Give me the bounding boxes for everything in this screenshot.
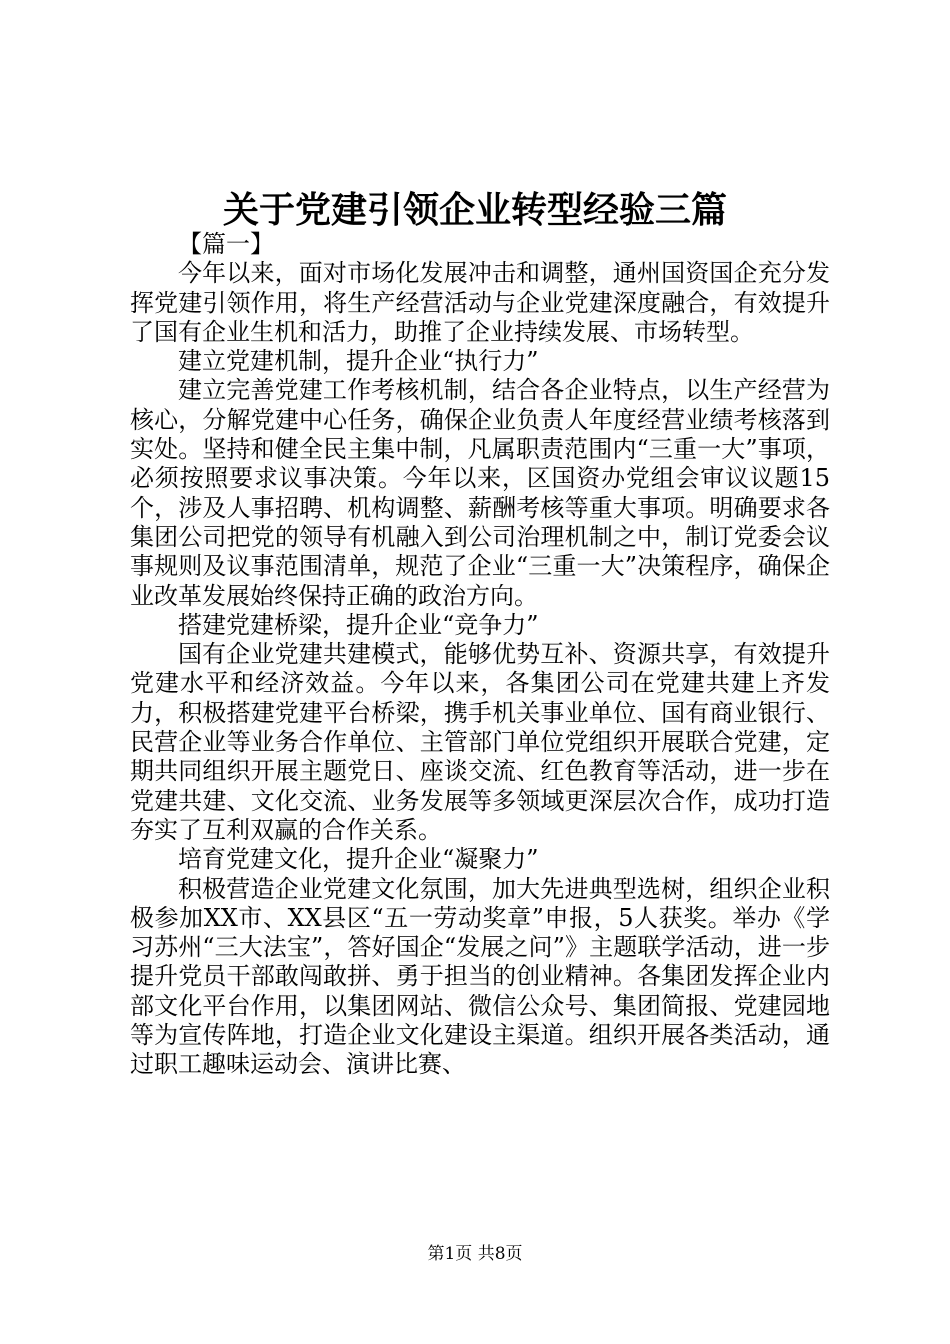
paragraph-execution: 建立完善党建工作考核机制，结合各企业特点，以生产经营为核心，分解党建中心任务，确保企业负责人年度经营业绩考核落到实处。坚持和健全民主集中制，凡属职责范围内“三重一大”事项，必须按照要求议事决策。今年以来，区国资办党组会审议议题15个，涉及人事招聘、机构调整、薪酬考核等重大事项。明确要求各集团公司把党的领导有机融入到公司治理机制之中，制订党委会议事规则及议事范围清单，规范了企业“三重一大”决策程序，确保企业改革发展始终保持正确的政治方向。 <box>130 376 830 610</box>
heading-cohesion: 培育党建文化，提升企业“凝聚力” <box>178 845 539 874</box>
heading-competitiveness: 搭建党建桥梁，提升企业“竞争力” <box>178 610 539 639</box>
document-title: 关于党建引领企业转型经验三篇 <box>222 189 727 231</box>
document-body <box>130 230 830 1080</box>
paragraph-cohesion: 积极营造企业党建文化氛围，加大先进典型选树，组织企业积极参加XX市、XX县区“五一劳动奖章”申报，5人获奖。举办《学习苏州“三大法宝”，答好国企“发展之问”》主题联学活动，进一步提升党员干部敢闯敢拼、勇于担当的创业精神。各集团发挥企业内部文化平台作用，以集团网站、微信公众号、集团简报、党建园地等为宣传阵地，打造企业文化建设主渠道。组织开展各类活动，通过职工趣味运动会、演讲比赛、 <box>130 874 830 1079</box>
page-footer: 第1页 共8页 <box>427 1244 523 1264</box>
heading-execution: 建立党建机制，提升企业“执行力” <box>178 347 539 376</box>
section-label: 【篇一】 <box>178 230 274 258</box>
paragraph-intro: 今年以来，面对市场化发展冲击和调整，通州国资国企充分发挥党建引领作用，将生产经营活动与企业党建深度融合，有效提升了国有企业生机和活力，助推了企业持续发展、市场转型。 <box>130 259 830 346</box>
paragraph-competitiveness: 国有企业党建共建模式，能够优势互补、资源共享，有效提升党建水平和经济效益。今年以来，各集团公司在党建共建上齐发力，积极搭建党建平台桥梁，携手机关事业单位、国有商业银行、民营企业等业务合作单位、主管部门单位党组织开展联合党建，定期共同组织开展主题党日、座谈交流、红色教育等活动，进一步在党建共建、文化交流、业务发展等多领域更深层次合作，成功打造夯实了互利双赢的合作关系。 <box>130 640 830 844</box>
